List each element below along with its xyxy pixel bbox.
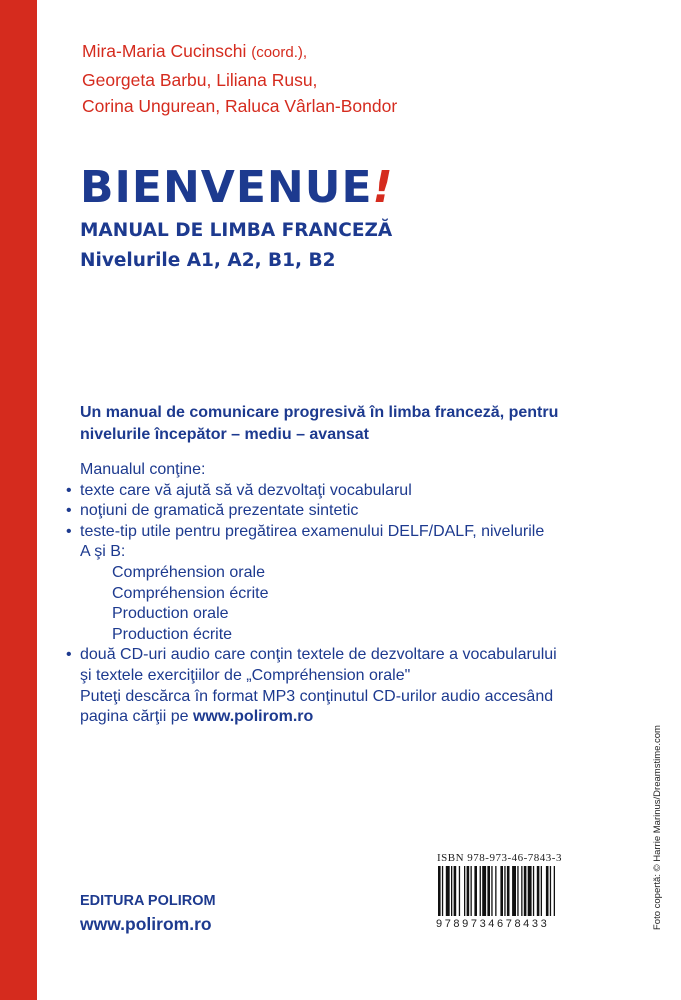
author-line-1 (82, 38, 397, 67)
exam-section: Production écrite (112, 625, 233, 643)
download-note: Puteţi descărca în format MP3 conţinutul CD-urilor audio accesând (80, 687, 554, 705)
contents-bullet: • două CD-uri audio care conţin textele de dezvoltare a vocabularului (66, 645, 606, 666)
download-prefix: pagina cărţii pe (80, 708, 189, 726)
authors-block (82, 38, 397, 120)
book-title-text: BIENVENUE (80, 162, 373, 213)
contents-list (66, 460, 606, 728)
exam-section: Compréhension orale (112, 563, 265, 581)
blurb: Un manual de comunicare progresivă în limba franceză, pentru nivelurile începător – mediu – avansat (80, 404, 559, 443)
contents-bullet-continuation: şi textele exerciţiilor de „Compréhension orale" (80, 666, 411, 684)
isbn-label: ISBN 978-973-46-7843-3 (437, 852, 562, 864)
barcode-digits: 9789734678433 (436, 918, 550, 930)
levels-subtitle: Nivelurile A1, A2, B1, B2 (80, 250, 336, 271)
book-subtitle: MANUAL DE LIMBA FRANCEZĂ (80, 220, 393, 241)
title-block (80, 160, 394, 276)
author-line-2: Georgeta Barbu, Liliana Rusu, (82, 69, 318, 90)
barcode-icon (436, 866, 596, 916)
contents-bullet-continuation: A şi B: (80, 543, 126, 561)
exam-section: Compréhension écrite (112, 584, 269, 602)
download-note-line-2 (66, 707, 606, 728)
coordinator-note: (coord.), (251, 44, 308, 61)
contents-intro: Manualul conţine: (80, 461, 206, 478)
author-coordinator: Mira-Maria Cucinschi (82, 41, 247, 61)
publisher-block (80, 890, 216, 936)
book-title (80, 160, 394, 216)
red-spine-band (0, 0, 37, 1000)
author-line-3: Corina Ungurean, Raluca Vârlan-Bondor (82, 96, 398, 116)
contents-bullet: • teste-tip utile pentru pregătirea examenului DELF/DALF, nivelurile (66, 522, 606, 543)
publisher-url[interactable]: www.polirom.ro (80, 914, 212, 934)
exam-section: Production orale (112, 605, 229, 623)
download-link[interactable]: www.polirom.ro (192, 708, 314, 726)
title-exclamation: ! (372, 162, 394, 213)
contents-bullet: • noţiuni de gramatică prezentate sintetic (66, 501, 606, 522)
publisher-name: EDITURA POLIROM (80, 893, 216, 909)
photo-credit: Foto copertă: © Harrie Marinus/Dreamstime.com (652, 725, 663, 930)
contents-bullet: • texte care vă ajută să vă dezvoltaţi vocabularul (66, 481, 606, 502)
